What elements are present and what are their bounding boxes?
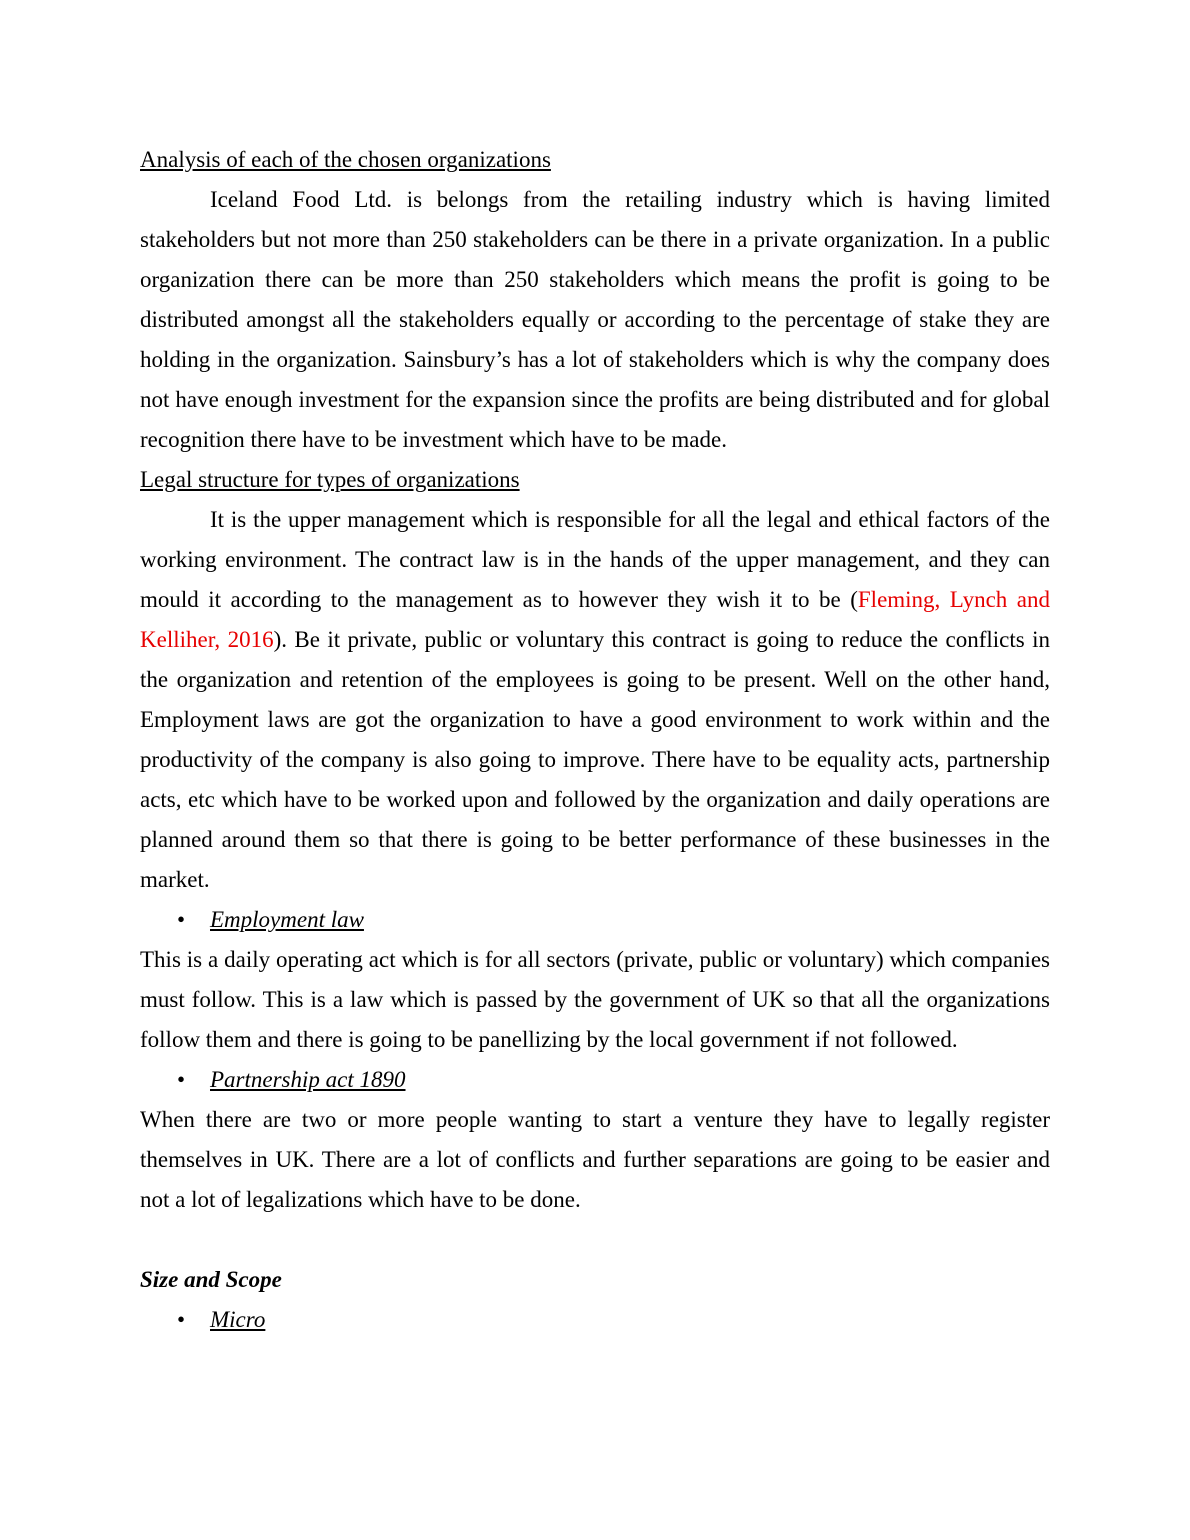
legal-text-after-citation: ). Be it private, public or voluntary this contract is going to reduce the conflicts in the organization and retention of the employees is going to be present. Well on the other hand, Employment laws are got the organization to have a good environment to work within and the productivity of the company is also going to improve. There have to be equality acts, partnership acts, etc which have to be worked upon and followed by the organization and daily operations are planned around them so that there is going to be better performance of these businesses in the market. [140,627,1050,892]
section-heading-analysis: Analysis of each of the chosen organizations [140,147,551,172]
bullet-icon: • [177,1067,186,1092]
paragraph-partnership-act: When there are two or more people wanting to start a venture they have to legally register themselves in UK. There are a lot of conflicts and further separations are going to be easier and not a lot of legalizations which have to be done. [140,1107,1050,1212]
bullet-label-partnership-act: Partnership act 1890 [210,1067,406,1092]
bullet-item-micro [140,1300,1050,1340]
section-heading-size-and-scope: Size and Scope [140,1267,282,1292]
paragraph-legal-structure [140,500,1050,900]
bullet-label-micro: Micro [210,1307,266,1332]
citation-fleming-lynch-kelliher: Fleming, Lynch and Kelliher, 2016 [140,587,1050,652]
bullet-item-employment-law [140,900,1050,940]
paragraph-employment-law: This is a daily operating act which is for all sectors (private, public or voluntary) which companies must follow. This is a law which is passed by the government of UK so that all the organizations follow them and there is going to be panellizing by the local government if not followed. [140,947,1050,1052]
bullet-item-partnership-act [140,1060,1050,1100]
bullet-icon: • [177,1307,186,1332]
bullet-label-employment-law: Employment law [210,907,364,932]
legal-text-before-citation: It is the upper management which is responsible for all the legal and ethical factors of the working environment. The contract law is in the hands of the upper management, and they can mould it according to the management as to however they wish it to be ( [140,507,1050,612]
bullet-icon: • [177,907,186,932]
section-heading-legal-structure: Legal structure for types of organizations [140,467,520,492]
paragraph-iceland: Iceland Food Ltd. is belongs from the retailing industry which is having limited stakeholders but not more than 250 stakeholders can be there in a private organization. In a public organization there can be more than 250 stakeholders which means the profit is going to be distributed amongst all the stakeholders equally or according to the percentage of stake they are holding in the organization. Sainsbury’s has a lot of stakeholders which is why the company does not have enough investment for the expansion since the profits are being distributed and for global recognition there have to be investment which have to be made. [140,187,1050,452]
